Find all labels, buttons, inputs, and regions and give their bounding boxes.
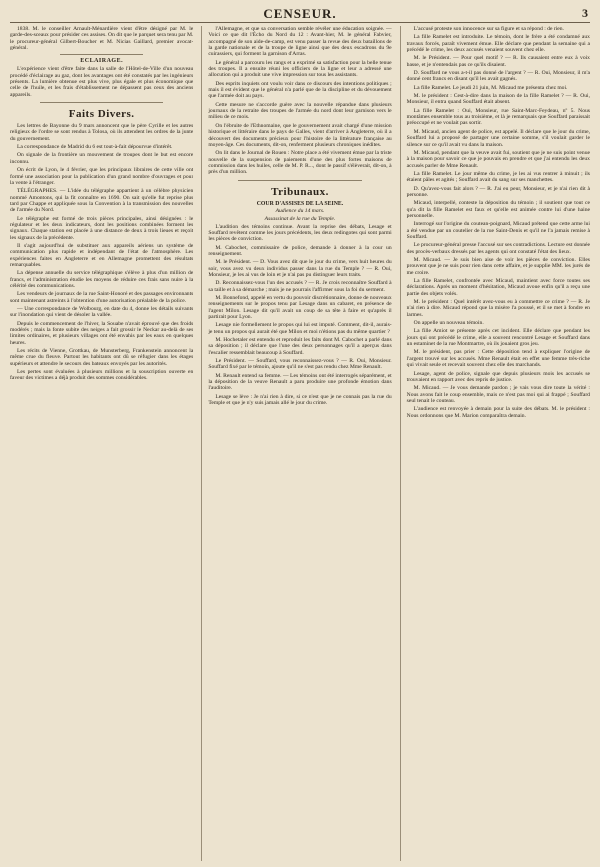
article-paragraph: M. Cabochet, commissaire de police, demande à donner à la cour un renseignement.	[208, 244, 392, 257]
columns	[10, 26, 590, 861]
article-paragraph: M. Micaud, ancien agent de police, est appelé. Il déclare que le jour du crime, Souffard lui a proposé de partager une certaine somme, s'il voulait garder le silence sur ce qu'il avait vu dans la maison.	[406, 128, 590, 148]
article-paragraph: Le procureur-général presse l'accusé sur ses contradictions. Lecture est donnée des procès-verbaux dressés par les agents qui ont constaté l'état des lieux.	[406, 242, 590, 255]
article-paragraph: M. Micaud. — Je vous demande pardon ; je vais vous dire toute la vérité : Nous avons fait le coup ensemble, mais ce n'est pas moi qui ai frappé ; Souffard seul tenait le couteau.	[406, 385, 590, 404]
newspaper-title: CENSEUR.	[263, 6, 337, 21]
article-paragraph: Les récits de Vienne, Grottkau, de Munsterberg, Frankenstein annoncent la même crue du fleuve. Partout les habitants ont dû se réfugier dans les étages supérieurs et attendre le secours des bateaux envoyés par les autorités.	[10, 348, 194, 367]
article-paragraph: La fille Amiot se présente après cet incident. Elle déclare que pendant les jours qui ont précédé le crime, elle a souvent rencontré Lesage et Souffard dans un estaminet de la rue Montmartre, où ils jouaient gros jeu.	[406, 328, 590, 348]
article-paragraph: D. Souffard ne vous a-t-il pas donné de l'argent ? — R. Oui, Monsieur, il m'a donné cent francs en disant qu'il les avait gagnés.	[406, 70, 590, 83]
article-paragraph: M. Micaud, pendant que la veuve avait fui, soutient que je ne suis point venue à la maison pour savoir ce que je pouvais en prendre et que j'ai entendu les deux accusés parler de Mme Renault.	[406, 149, 590, 169]
page-number: 3	[582, 6, 588, 20]
article-paragraph: M. le Président. — Pour quel motif ? — R. Ils causaient entre eux à voix basse, et je n'entendais pas ce qu'ils disaient.	[406, 55, 590, 68]
article-paragraph: Le Président. — Souffard, vous reconnaissez-vous ? — R. Oui, Monsieur. Souffard fixé par le témoin, ajoute qu'il ne s'est pas rendu chez Mme Renault.	[208, 358, 392, 371]
article-paragraph: On appelle un nouveau témoin.	[413, 320, 484, 327]
court-heading: COUR D'ASSISES DE LA SEINE.	[256, 200, 344, 207]
article-paragraph: On écrit de Lyon, le 4 février, que les principaux libraires de cette ville ont formé une association pour la publication d'un grand nombre d'ouvrages et pour la vente à l'étranger.	[10, 167, 194, 186]
article-paragraph: Les pertes sont évaluées à plusieurs millions et la souscription ouverte en faveur des victimes a déjà produit des sommes considérables.	[10, 369, 194, 382]
article-paragraph: D. Reconnaissez-vous l'un des accusés ? — R. Je crois reconnaître Souffard à sa taille et à sa démarche ; mais je ne pourrais l'affirmer sous la foi du serment.	[208, 280, 392, 293]
divider	[40, 102, 163, 103]
article-paragraph: M. le président : Quel intérêt avez-vous eu à commettre ce crime ? — R. Je n'ai rien à dire. Micaud répond que la misère l'a poussé, et il se met à fondre en larmes.	[406, 299, 590, 318]
article-paragraph: On signale de la frontière un mouvement de troupes dont le but est encore inconnu.	[10, 152, 194, 165]
article-paragraph: D. Qu'avez-vous fait alors ? — R. J'ai eu peur, Monsieur, et je n'ai rien dit à personne.	[406, 185, 590, 198]
article-paragraph: Micaud, interpellé, conteste la déposition du témoin ; il soutient que tout ce qu'a dit la fille Ramelet est faux et qu'elle est animée contre lui d'une haine personnelle.	[406, 200, 590, 219]
article-paragraph: Lesage se lève : Je n'ai rien à dire, si ce n'est que je ne connais pas la rue du Temple et que je n'y suis jamais allé le jour du crime.	[208, 393, 392, 407]
article-paragraph: Le télégraphe est formé de trois pièces principales, ainsi désignées : le régulateur et les deux indicateurs, dont les positions combinées forment les signaux. Chaque station est placée à une distance de deux à trois lieues et reçoit les signaux de la précédente.	[10, 215, 194, 241]
divider	[60, 54, 143, 55]
article-paragraph: — Une correspondance de Wolbourg, en date du 4, donne les détails suivants sur l'inondation qui vient de désoler la vallée.	[10, 306, 194, 319]
article-paragraph: La dépense annuelle du service télégraphique s'élève à plus d'un million de francs, et l'administration étudie les moyens de réduire ces frais sans nuire à la célérité des communications.	[10, 270, 194, 289]
article-paragraph: Interrogé sur l'origine du coutean-poignard, Micaud prétend que cette arme lui a été vendue par un coutelier de la rue Saint-Denis et qu'il ne l'a jamais remise à Souffard.	[406, 221, 590, 240]
article-paragraph: Des esprits inquiets ont voulu voir dans ce discours des intentions politiques ; mais il est évident que le général n'a parlé que de la discipline et du dévouement que l'armée doit au pays.	[208, 80, 392, 100]
article-paragraph: Cette mesure ne s'accorde guère avec la nouvelle répandue dans plusieurs journaux de la retraite des troupes de l'armée du nord dont leur garnison vers le milieu de ce mois.	[208, 101, 392, 121]
article-paragraph: On l'ébruite de l'Ethnomaine, que le gouvernement avait chargé d'une mission historique et littéraire dans le pays de Galles, vient d'arriver à Angleterre, où il a découvert des documents précieux pour l'histoire de la littérature française au moyen-âge. Ces documents, dit-on, renferment plusieurs chroniques inédites.	[208, 122, 392, 148]
article-paragraph: L'audition des témoins continue. Avant la reprise des débats, Lesage et Souffard revêtent comme les jours précédents, les deux redingotes qui sont parmi les pièces de conviction.	[208, 223, 392, 243]
article-paragraph: La correspondance de Madrid du 6 est tout-à-fait dépourvue d'intérêt.	[17, 144, 173, 151]
case-title: Assassinat de la rue du Temple.	[264, 215, 336, 222]
article-paragraph: TÉLÉGRAPHES. — L'idée du télégraphe appartient à un célèbre physicien nommé Amontons, qui la fit connaître en 1690. On sait qu'elle fut reprise plus tard par Chappe et appliquée sous la Convention à la transmission des nouvelles de l'armée du Nord.	[10, 188, 194, 214]
article-paragraph: L'expérience vient d'être faite dans la salle de l'Hôtel-de-Ville d'un nouveau procédé d'éclairage au gaz, dont les avantages ont été constatés par les ingénieurs présents. La lumière obtenue est plus vive, plus égale et plus économique que celle de l'huile, et les frais d'établissement ne dépassent pas ceux des anciens appareils.	[10, 66, 194, 98]
section-heading-faits-divers: Faits Divers.	[68, 108, 135, 121]
article-paragraph: Les lettres de Bayonne du 9 mars annoncent que le père Cyrille et les autres religieux de l'ordre se sont rendus à Tolosa, où ils attendent les ordres de la junte du gouvernement.	[10, 123, 194, 142]
article-paragraph: M. le président, pas prier : Cette déposition tend à expliquer l'origine de l'argent trouvé sur les accusés. Mme Renault était en effet une femme très-riche qui vivait seule et recevait souvent chez elle des marchands.	[406, 349, 590, 369]
article-paragraph: L'audience est renvoyée à demain pour la suite des débats. M. le président : Nous ordonnons que M. Marion comparaîtra demain.	[406, 406, 590, 419]
trial-report-continued	[407, 26, 590, 419]
article-paragraph: La fille Ramelet est introduite. Le témoin, dont le frère a été condamné aux travaux forcés, paraît vivement émue. Elle déclare que pendant la semaine qui a précédé le crime, les deux accusés venaient souvent chez elle.	[406, 34, 590, 54]
article-paragraph: M. Bonnefond, appelé en vertu du pouvoir discrétionnaire, donne de nouveaux renseignements sur le propos tenu par Lesage dans un cabaret, en présence de l'agent Milon. Lesage dit qu'il avait un coup de sa tête à faire et qu'après il partirait pour Lyon.	[208, 295, 392, 321]
article-paragraph: La fille Ramelet, confrontée avec Micaud, maintient avec force toutes ses déclarations. Après un moment d'hésitation, Micaud avoue enfin qu'il a reçu une partie des objets volés.	[406, 278, 590, 297]
article-paragraph: La fille Ramelet. Le jour même du crime, je les ai vus rentrer à minuit ; ils étaient pâles et agités ; Souffard avait du sang sur ses manchettes.	[406, 170, 590, 184]
article-paragraph: M. le président : Cest-à-dire dans la maison de la fille Ramelet ? — R. Oui, Monsieur, il entra quand Souffard était absent.	[406, 93, 590, 106]
article-paragraph: La fille Ramelet. Le jeudi 21 juin, M. Micaud me présenta chez moi.	[413, 84, 568, 91]
article-paragraph: M. Hochetaler est entendu et reproduit les faits dont M. Cabochet a parlé dans sa déposition ; il déclare que l'une des deux personnages qu'il a aperçus dans l'escalier ressemblait beaucoup à Souffard.	[208, 337, 392, 356]
article-paragraph: Depuis le commencement de l'hiver, la Souabe n'avait éprouvé que des froids modérés ; mais la fonte subite des neiges a fait grossir le Neckar au-delà de ses limites ordinaires, et plusieurs villages ont été envahis par les eaux en quelques heures.	[10, 320, 194, 346]
masthead	[10, 6, 590, 23]
article-paragraph: Lesage, agent de police, signale que depuis plusieurs mois les accusés se trouvaient en rapport avec des repris de justice.	[406, 370, 590, 383]
article-paragraph: l'Allemagne, et que sa conversation semble révéler une éducation soignée. — Voici ce que dit l'Écho du Nord du 12 : Avant-hier, M. le général Fabvier, accompagné de son aide-de-camp, est venu passer la revue des deux bataillons de la garde nationale et de la troupe de ligne ainsi que des deux escadrons du 9e cuirassiers, qui forment la garnison d'Arras.	[208, 26, 392, 58]
article-paragraph: M. Renault entend sa femme. — Les témoins ont été interrogés séparément, et la déposition de la veuve Renault a paru produire une profonde émotion dans l'auditoire.	[208, 372, 392, 392]
column-3	[400, 26, 590, 861]
article-paragraph: Lesage nie formellement le propos qui lui est imputé. Comment, dit-il, aurais-je tenu un propos qui aurait été que Milon et moi n'étions pas du même quartier ?	[208, 322, 392, 335]
section-heading-tribunaux: Tribunaux.	[271, 185, 329, 198]
article-paragraph: On lit dans le Journal de Rouen : Notre place a été vivement émue par la triste nouvelle de la suspension de paiements d'une des plus fortes maisons de commission dans les huiles, celle de M. P. R..., dont le passif s'élèverait, dit-on, à près d'un million.	[208, 150, 392, 176]
column-1	[10, 26, 193, 861]
article-paragraph: Il s'agit aujourd'hui de substituer aux appareils aériens un système de communication plus rapide et indépendant de l'état de l'atmosphère. Les expériences faites en Angleterre et en Allemagne promettent des résultats remarquables.	[10, 242, 194, 268]
faits-divers-body	[10, 123, 193, 382]
divider	[238, 180, 361, 181]
news-body	[208, 60, 391, 176]
article-paragraph: La fille Ramelet : Oui, Monsieur, rue Saint-Marc-Feydeau, nº 5. Nous montâmes ensemble tous au troisième, et là je remarquais que Souffard paraissait préoccupé et ne voulait pas sortir.	[406, 107, 590, 127]
article-paragraph: Le général a parcouru les rangs et a exprimé sa satisfaction pour la belle tenue des troupes. Il a ensuite réuni les officiers de la ligne et leur a adressé une allocution qui a produit une vive impression sur tous les assistants.	[208, 59, 392, 79]
section-heading-eclairage: ECLAIRAGE.	[80, 58, 124, 65]
article-paragraph: M. le Président. — D. Vous avez dit que le jour du crime, vers huit heures du soir, vous avez vu deux individus passer dans la rue du Temple ? — R. Oui, Monsieur, je les ai vus de loin et je n'ai pas pu distinguer leurs traits.	[208, 259, 392, 278]
article-paragraph: L'accusé proteste son innocence sur sa figure et sa répond : de rien.	[413, 26, 564, 32]
article-paragraph: 1838. M. le conseiller Arnault-Ménardière vient d'être désigné par M. le garde-des-sceaux pour présider ces assises. On dit que le parquet sera tenu par M. le procureur-général Gilbert-Boucher et M. Nicias Gaillard, premier avocat-général.	[10, 26, 194, 52]
article-paragraph: Les vendeurs de journaux de la rue Saint-Honoré et des passages environnants sont maintenant astreints à l'obtention d'une autorisation préalable de la police.	[10, 291, 194, 304]
trial-report-body	[208, 224, 391, 407]
audience-date: Audience du 14 mars.	[275, 207, 325, 214]
column-2	[201, 26, 391, 861]
article-paragraph: M. Micaud. — Je suis bien aise de voir les pièces de conviction. Elles prouvent que je ne suis pour rien dans cette affaire, et je supplie MM. les jurés de me croire.	[406, 257, 590, 276]
